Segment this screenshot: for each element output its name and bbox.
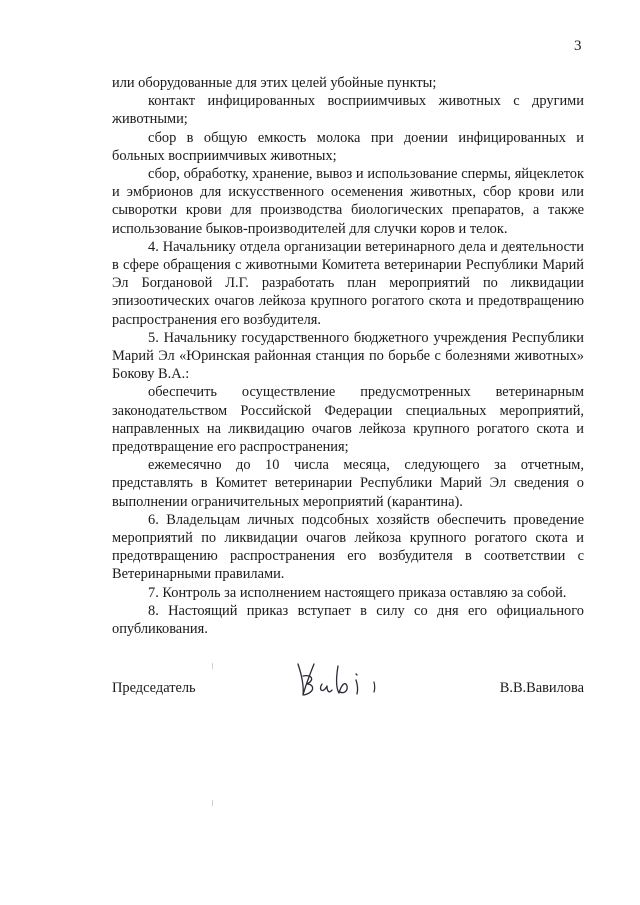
paragraph: или оборудованные для этих целей убойные пункты;	[112, 75, 437, 91]
paragraph: 4. Начальнику отдела организации ветеринарного дела и деятельности в сфере обращения с животными Комитета ветеринарии Республики Марий Эл Богдановой Л.Г. разработать план мероприятий по ликвидации эпизоотических очагов лейкоза крупного рогатого скота и предотвращению распространения его возбудителя.	[112, 238, 584, 328]
paragraph: 8. Настоящий приказ вступает в силу со дня его официального опубликования.	[112, 602, 584, 638]
paragraph: ежемесячно до 10 числа месяца, следующего за отчетным, представлять в Комитет ветеринарии Республики Марий Эл сведения о выполнении ограничительных мероприятий (карантина).	[112, 457, 584, 510]
paragraph: контакт инфицированных восприимчивых животных с другими животными;	[112, 93, 584, 128]
signatory-title: Председатель	[112, 680, 196, 696]
document-body	[112, 74, 584, 638]
paragraph: сбор в общую емкость молока при доении инфицированных и больных восприимчивых животных;	[112, 129, 584, 164]
signatory-name: В.В.Вавилова	[499, 680, 584, 696]
paragraph: 5. Начальнику государственного бюджетного учреждения Республики Марий Эл «Юринская районная станция по борьбе с болезнями животных» Бокову В.А.:	[112, 329, 584, 383]
paragraph: обеспечить осуществление предусмотренных ветеринарным законодательством Российской Федерации специальных мероприятий, направленных на ликвидацию очагов лейкоза крупного рогатого скота и предотвращение его распространения;	[112, 384, 584, 456]
handwritten-signature	[292, 650, 382, 702]
paragraph: сбор, обработку, хранение, вывоз и использование спермы, яйцеклеток и эмбрионов для искусственного осеменения животных, сбор крови или сыворотки крови для производства биологических препаратов, а также использование быков-производителей для случки коров и телок.	[112, 166, 584, 237]
scan-speck	[212, 663, 213, 669]
paragraph: 7. Контроль за исполнением настоящего приказа оставляю за собой.	[148, 584, 567, 601]
signature-block	[112, 650, 584, 710]
scan-speck	[212, 800, 213, 806]
page-number: 3	[574, 38, 582, 54]
paragraph: 6. Владельцам личных подсобных хозяйств обеспечить проведение мероприятий по ликвидации очагов лейкоза крупного рогатого скота и предотвращению распространения его возбудителя в соответствии с Ветеринарными правилами.	[112, 511, 584, 583]
